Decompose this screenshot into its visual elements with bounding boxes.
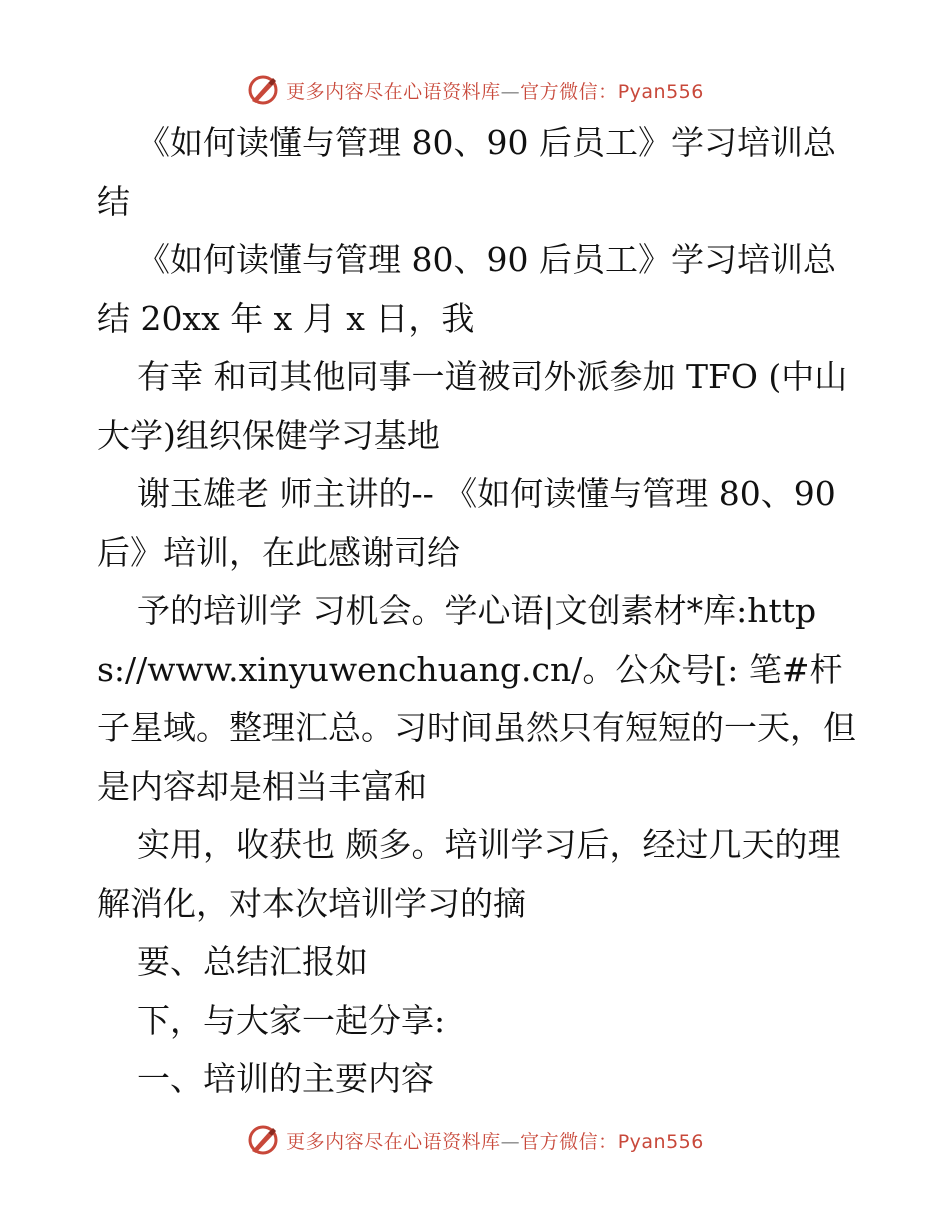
header-banner-text: 更多内容尽在心语资料库—官方微信：Pyan556 [286, 80, 704, 103]
writing-pen-logo-icon [246, 73, 280, 107]
paragraph: 要、总结汇报如 [137, 942, 368, 981]
section-heading: 一、培训的主要内容 [137, 1059, 434, 1098]
paragraph-title: 《如何读懂与管理 80、90 后员工》学习培训总结 [97, 123, 836, 221]
footer-watermark-banner [0, 1120, 950, 1160]
paragraph: 谢玉雄老 师主讲的-- 《如何读懂与管理 80、90 后》培训，在此感谢司给 [97, 474, 847, 572]
writing-pen-logo-icon [246, 1123, 280, 1157]
paragraph: 实用，收获也 颇多。培训学习后，经过几天的理解消化，对本次培训学习的摘 [97, 825, 841, 923]
paragraph: 有幸 和司其他同事一道被司外派参加 TFO (中山大学)组织保健学习基地 [97, 357, 848, 455]
paragraph: 予的培训学 习机会。学心语|文创素材*库:https://www.xinyuwenchuang.cn/。公众号[: 笔#杆子星域。整理汇总。习时间虽然只有短短的一天，但是内容却是相当丰富和 [97, 591, 856, 806]
paragraph: 下，与大家一起分享: [137, 1000, 446, 1040]
footer-banner-text: 更多内容尽在心语资料库—官方微信：Pyan556 [286, 1130, 704, 1153]
document-body [97, 114, 857, 1109]
paragraph: 《如何读懂与管理 80、90 后员工》学习培训总结 20xx 年 x 月 x 日，我 [97, 240, 836, 338]
header-watermark-banner [0, 70, 950, 110]
